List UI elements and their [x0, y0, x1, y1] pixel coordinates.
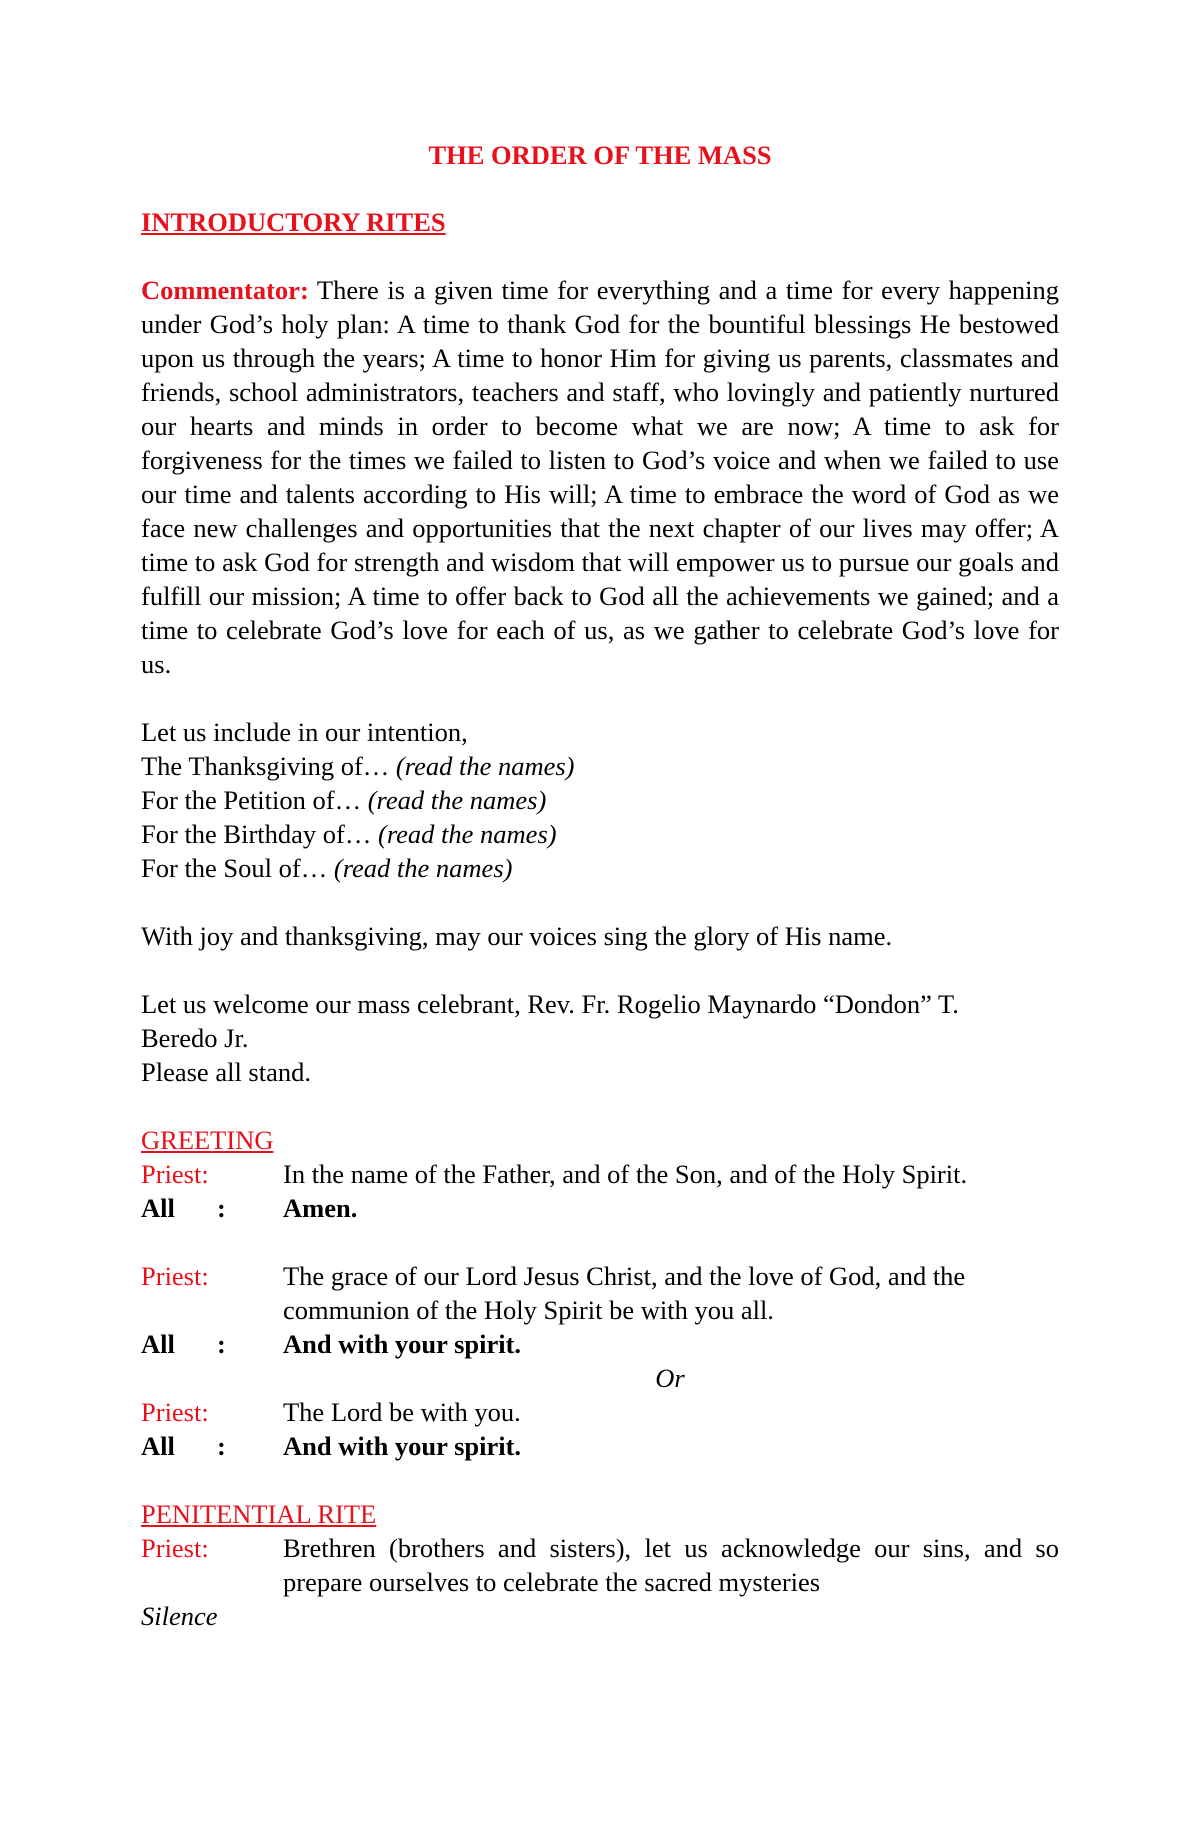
intention-soul [141, 851, 1059, 885]
priest-label: Priest: [141, 1159, 209, 1189]
all-text: And with your spirit. [283, 1329, 522, 1359]
priest-line-3 [141, 1395, 1059, 1429]
greeting-section [141, 1123, 1059, 1463]
silence-rubric: Silence [141, 1601, 218, 1631]
commentator-label: Commentator: [141, 275, 309, 305]
commentator-text: There is a given time for everything and a time for every happening under God’s holy plan: A time to thank God for the bountiful blessings He bestowed upon us through the years; A time to honor Him for giving us parents, classmates and friends, school administrators, teachers and staff, who lovingly and patiently nurtured our hearts and minds in order to become what we are now; A time to ask for forgiveness for the times we failed to listen to God’s voice and when we failed to use our time and talents according to His will; A time to embrace the word of God as we face new challenges and opportunities that the next chapter of our lives may offer; A time to ask God for strength and wisdom that will empower us to pursue our goals and fulfill our mission; A time to offer back to God all the achievements we gained; and a time to celebrate God’s love for each of us, as we gather to celebrate God’s love for us. [141, 275, 1059, 679]
priest-text: In the name of the Father, and of the Son, and of the Holy Spirit. [283, 1159, 968, 1189]
intention-text: The Thanksgiving of… [141, 751, 396, 781]
intention-birthday [141, 817, 1059, 851]
all-response-3 [141, 1429, 1059, 1463]
intention-text: For the Birthday of… [141, 819, 378, 849]
joy-line: With joy and thanksgiving, may our voices sing the glory of His name. [141, 921, 893, 951]
welcome-line-2: Beredo Jr. [141, 1023, 249, 1053]
priest-text: Brethren (brothers and sisters), let us acknowledge our sins, and so prepare ourselves to celebrate the sacred mysteries [283, 1533, 1059, 1597]
all-label [141, 1191, 283, 1225]
priest-label: Priest: [141, 1397, 209, 1427]
document-body [141, 138, 1059, 1633]
intention-note: (read the names) [395, 751, 575, 781]
all-response-1 [141, 1191, 1059, 1225]
all-name: All [141, 1193, 175, 1223]
all-label [141, 1429, 283, 1463]
intention-petition [141, 783, 1059, 817]
penitential-priest-line [141, 1531, 1059, 1599]
priest-label: Priest: [141, 1261, 209, 1291]
priest-text: The grace of our Lord Jesus Christ, and the love of God, and the communion of the Holy Spirit be with you all. [283, 1261, 966, 1325]
greeting-heading: GREETING [141, 1125, 274, 1155]
introductory-rites-heading: INTRODUCTORY RITES [141, 207, 446, 237]
priest-label: Priest: [141, 1533, 209, 1563]
page-title: THE ORDER OF THE MASS [428, 140, 772, 170]
penitential-heading: PENITENTIAL RITE [141, 1499, 377, 1529]
all-text: Amen. [283, 1193, 358, 1223]
priest-line-2 [141, 1259, 1059, 1327]
all-response-2 [141, 1327, 1059, 1361]
welcome-block [141, 987, 1059, 1089]
all-name: All [141, 1431, 175, 1461]
penitential-section [141, 1497, 1059, 1633]
intention-thanksgiving [141, 749, 1059, 783]
intention-text: For the Soul of… [141, 853, 334, 883]
intention-text: For the Petition of… [141, 785, 368, 815]
all-colon: : [217, 1329, 226, 1359]
commentator-paragraph [141, 273, 1059, 681]
or-separator: Or [655, 1363, 685, 1393]
intention-note: (read the names) [333, 853, 513, 883]
welcome-line-3: Please all stand. [141, 1057, 311, 1087]
intentions-intro: Let us include in our intention, [141, 717, 468, 747]
intention-note: (read the names) [367, 785, 547, 815]
all-label [141, 1327, 283, 1361]
all-colon: : [217, 1193, 226, 1223]
welcome-line-1: Let us welcome our mass celebrant, Rev. Fr. Rogelio Maynardo “Dondon” T. [141, 989, 959, 1019]
intention-note: (read the names) [378, 819, 557, 849]
all-text: And with your spirit. [283, 1431, 522, 1461]
priest-line-1 [141, 1157, 1059, 1191]
spacer [141, 1225, 1059, 1259]
intentions-block [141, 715, 1059, 885]
all-name: All [141, 1329, 175, 1359]
all-colon: : [217, 1431, 226, 1461]
priest-text: The Lord be with you. [283, 1397, 521, 1427]
